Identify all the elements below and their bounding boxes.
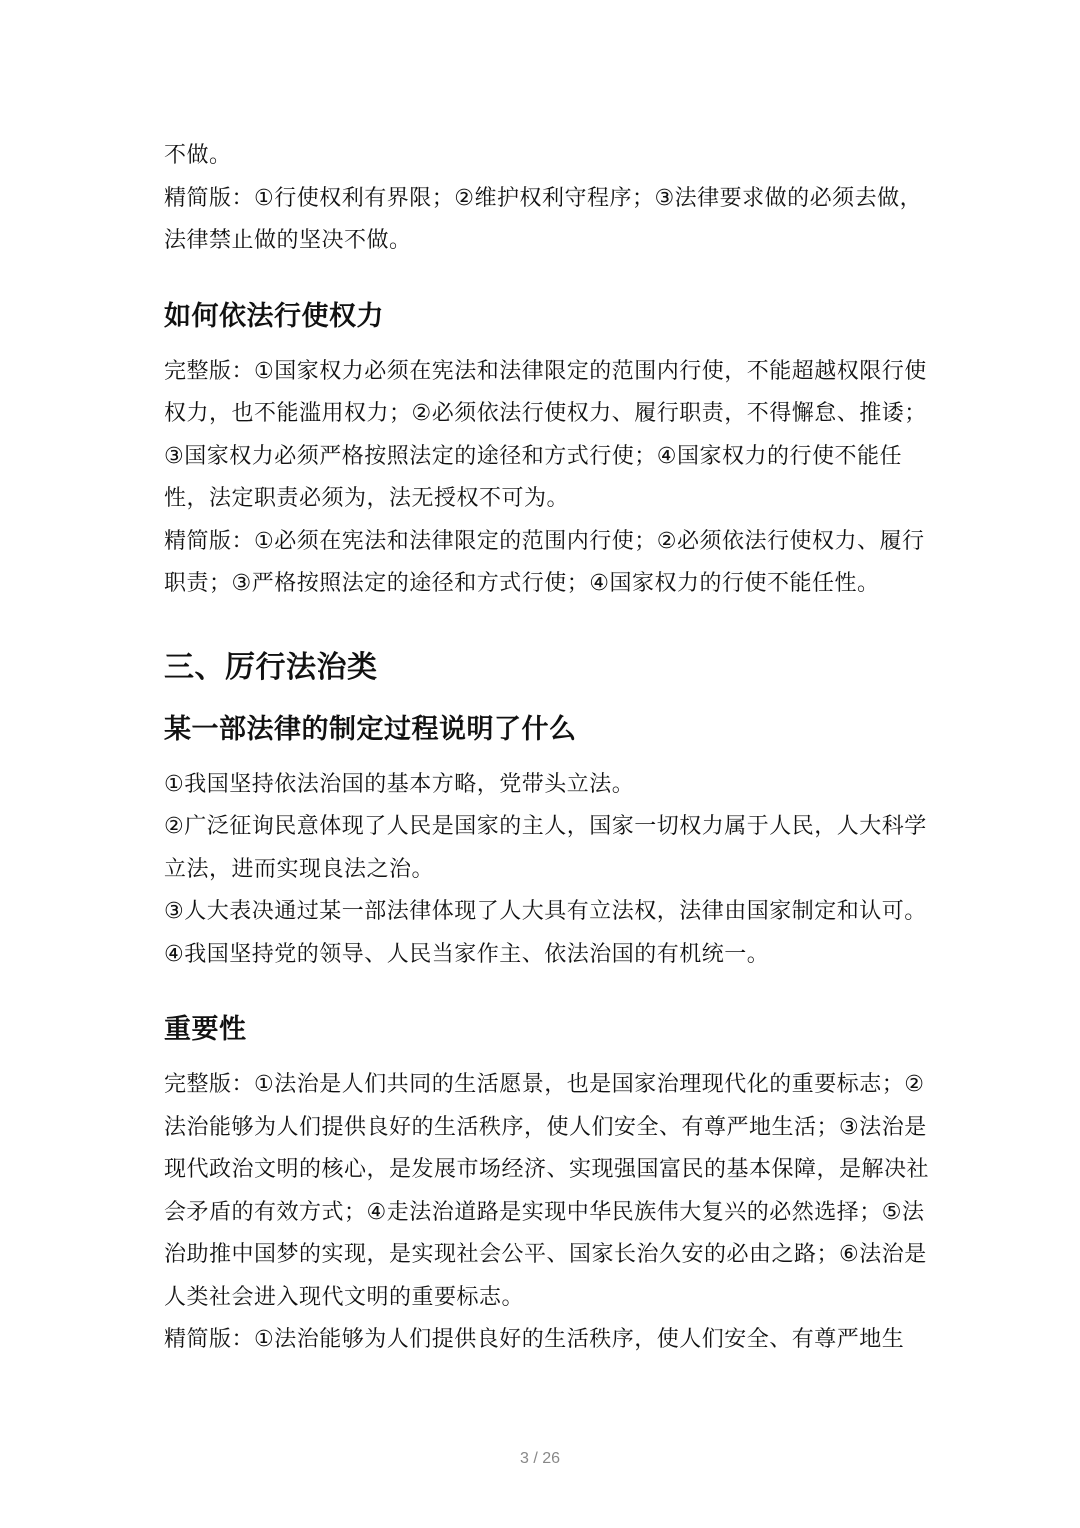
paragraph-line: 不做。: [164, 143, 232, 168]
paragraph-line: 治助推中国梦的实现，是实现社会公平、国家长治久安的必由之路；⑥法治是: [164, 1242, 927, 1267]
page-indicator: 3 / 26: [519, 1450, 561, 1467]
document-page: [164, 135, 930, 1362]
paragraph-line: 法律禁止做的坚决不做。: [164, 228, 412, 253]
section-heading-importance: 重要性: [164, 1014, 247, 1045]
paragraph-line: ①我国坚持依法治国的基本方略，党带头立法。: [164, 771, 635, 797]
paragraph-line: ③国家权力必须严格按照法定的途径和方式行使；④国家权力的行使不能任: [164, 443, 902, 469]
section-heading-power: 如何依法行使权力: [164, 300, 384, 332]
paragraph-line: ④我国坚持党的领导、人民当家作主、依法治国的有机统一。: [164, 941, 770, 967]
chapter-heading: 三、厉行法治类: [164, 649, 378, 685]
paragraph-line: ②广泛征询民意体现了人民是国家的主人，国家一切权力属于人民，人大科学: [164, 814, 927, 839]
paragraph-line: 完整版：①国家权力必须在宪法和法律限定的范围内行使，不能超越权限行使: [164, 358, 927, 384]
paragraph-line: 职责；③严格按照法定的途径和方式行使；④国家权力的行使不能任性。: [164, 571, 880, 596]
paragraph-line: 法治能够为人们提供良好的生活秩序，使人们安全、有尊严地生活；③法治是: [164, 1114, 927, 1140]
section-heading-lawmaking: 某一部法律的制定过程说明了什么: [164, 713, 577, 745]
paragraph-line: 立法，进而实现良法之治。: [164, 856, 435, 882]
paragraph-line: 精简版：①行使权利有界限；②维护权利守程序；③法律要求做的必须去做，: [164, 185, 923, 211]
paragraph-line: 完整版：①法治是人们共同的生活愿景，也是国家治理现代化的重要标志；②: [164, 1072, 925, 1097]
paragraph-line: ③人大表决通过某一部法律体现了人大具有立法权，法律由国家制定和认可。: [164, 899, 927, 924]
paragraph-line: 会矛盾的有效方式；④走法治道路是实现中华民族伟大复兴的必然选择；⑤法: [164, 1199, 925, 1225]
paragraph-line: 现代政治文明的核心，是发展市场经济、实现强国富民的基本保障，是解决社: [164, 1157, 930, 1182]
paragraph-line: 性，法定职责必须为，法无授权不可为。: [164, 486, 570, 511]
paragraph-line: 精简版：①必须在宪法和法律限定的范围内行使；②必须依法行使权力、履行: [164, 528, 925, 554]
paragraph-line: 权力，也不能滥用权力；②必须依法行使权力、履行职责，不得懈怠、推诿；: [164, 401, 927, 426]
paragraph-line: 精简版：①法治能够为人们提供良好的生活秩序，使人们安全、有尊严地生: [164, 1327, 905, 1352]
paragraph-line: 人类社会进入现代文明的重要标志。: [164, 1284, 525, 1310]
